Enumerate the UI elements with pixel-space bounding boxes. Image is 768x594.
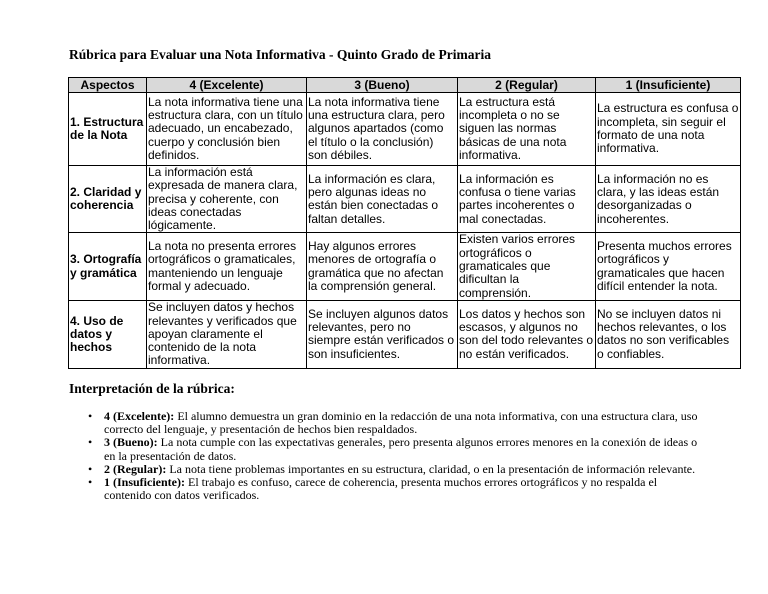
item-label: 2 (Regular):: [104, 461, 167, 476]
table-cell: La información no es clara, y las ideas están desorganizadas o incoherentes.: [596, 166, 741, 233]
list-item: [88, 475, 704, 503]
table-cell: La información es clara, pero algunas ideas no están bien conectadas o faltan detalles.: [307, 166, 458, 233]
table-cell: Hay algunos errores menores de ortografía o gramática que no afectan la comprensión general.: [307, 233, 458, 300]
table-cell: La nota no presenta errores ortográficos o gramaticales, manteniendo un lenguaje formal y adecuado.: [147, 233, 307, 300]
table-cell: Se incluyen algunos datos relevantes, pero no siempre están verificados o son insuficientes.: [307, 300, 458, 368]
item-label: 4 (Excelente):: [104, 409, 175, 423]
table-cell: Los datos y hechos son escasos, y algunos no son del todo relevantes o no están verificados.: [458, 300, 596, 368]
list-item: [88, 409, 704, 437]
header-bueno: 3 (Bueno): [307, 78, 458, 93]
bullet-icon: •: [88, 409, 93, 423]
table-row: [69, 166, 741, 233]
table-cell: La estructura está incompleta o no se siguen las normas básicas de una nota informativa.: [458, 93, 596, 166]
item-text: El alumno demuestra un gran dominio en la redacción de una nota informativa, con una estructura clara, uso correcto del lenguaje, y presentación de hechos bien respaldados.: [104, 409, 698, 437]
table-cell: La nota informativa tiene una estructura clara, pero algunos apartados (como el título o la conclusión) son débiles.: [307, 93, 458, 166]
item-text: El trabajo es confuso, carece de coherencia, presenta muchos errores ortográficos y no respalda el contenido con datos verificados.: [104, 475, 658, 503]
header-excelente: 4 (Excelente): [147, 78, 307, 93]
item-label: 1 (Insuficiente):: [104, 475, 185, 490]
table-cell: No se incluyen datos ni hechos relevantes, o los datos no son verificables o confiables.: [596, 300, 741, 368]
bullet-icon: •: [88, 475, 93, 490]
table-cell: Existen varios errores ortográficos o gramaticales que dificultan la comprensión.: [458, 233, 596, 300]
table-row: [69, 300, 741, 368]
aspect-cell: 3. Ortografía y gramática: [69, 233, 147, 300]
bullet-icon: •: [88, 435, 93, 450]
header-aspectos: Aspectos: [69, 78, 147, 93]
table-cell: La estructura es confusa o incompleta, sin seguir el formato de una nota informativa.: [596, 93, 741, 166]
table-cell: Presenta muchos errores ortográficos y gramaticales que hacen difícil entender la nota.: [596, 233, 741, 300]
aspect-cell: 2. Claridad y coherencia: [69, 166, 147, 233]
interpretation-title: Interpretación de la rúbrica:: [69, 381, 235, 396]
header-regular: 2 (Regular): [458, 78, 596, 93]
list-item: [88, 435, 704, 463]
rubric-table: [68, 77, 741, 369]
table-row: [69, 233, 741, 300]
aspect-cell: 4. Uso de datos y hechos: [69, 300, 147, 368]
table-cell: La información está expresada de manera clara, precisa y coherente, con ideas conectadas lógicamente.: [147, 166, 307, 233]
item-text: La nota cumple con las expectativas generales, pero presenta algunos errores menores en la conexión de ideas o en la presentación de datos.: [104, 435, 698, 463]
table-row: [69, 93, 741, 166]
item-text: La nota tiene problemas importantes en su estructura, claridad, o en la presentación de información relevante.: [166, 461, 696, 476]
page-title: Rúbrica para Evaluar una Nota Informativa - Quinto Grado de Primaria: [69, 47, 492, 62]
interpretation-list: [88, 409, 704, 503]
table-cell: Se incluyen datos y hechos relevantes y verificados que apoyan claramente el contenido de la nota informativa.: [147, 300, 307, 368]
bullet-icon: •: [88, 461, 93, 476]
item-label: 3 (Bueno):: [104, 435, 158, 450]
table-cell: La nota informativa tiene una estructura clara, con un título adecuado, un encabezado, cuerpo y conclusión bien definidos.: [147, 93, 307, 166]
table-header-row: [69, 78, 741, 93]
header-insuficiente: 1 (Insuficiente): [596, 78, 741, 93]
table-cell: La información es confusa o tiene varias partes incoherentes o mal conectadas.: [458, 166, 596, 233]
aspect-cell: 1. Estructura de la Nota: [69, 93, 147, 166]
